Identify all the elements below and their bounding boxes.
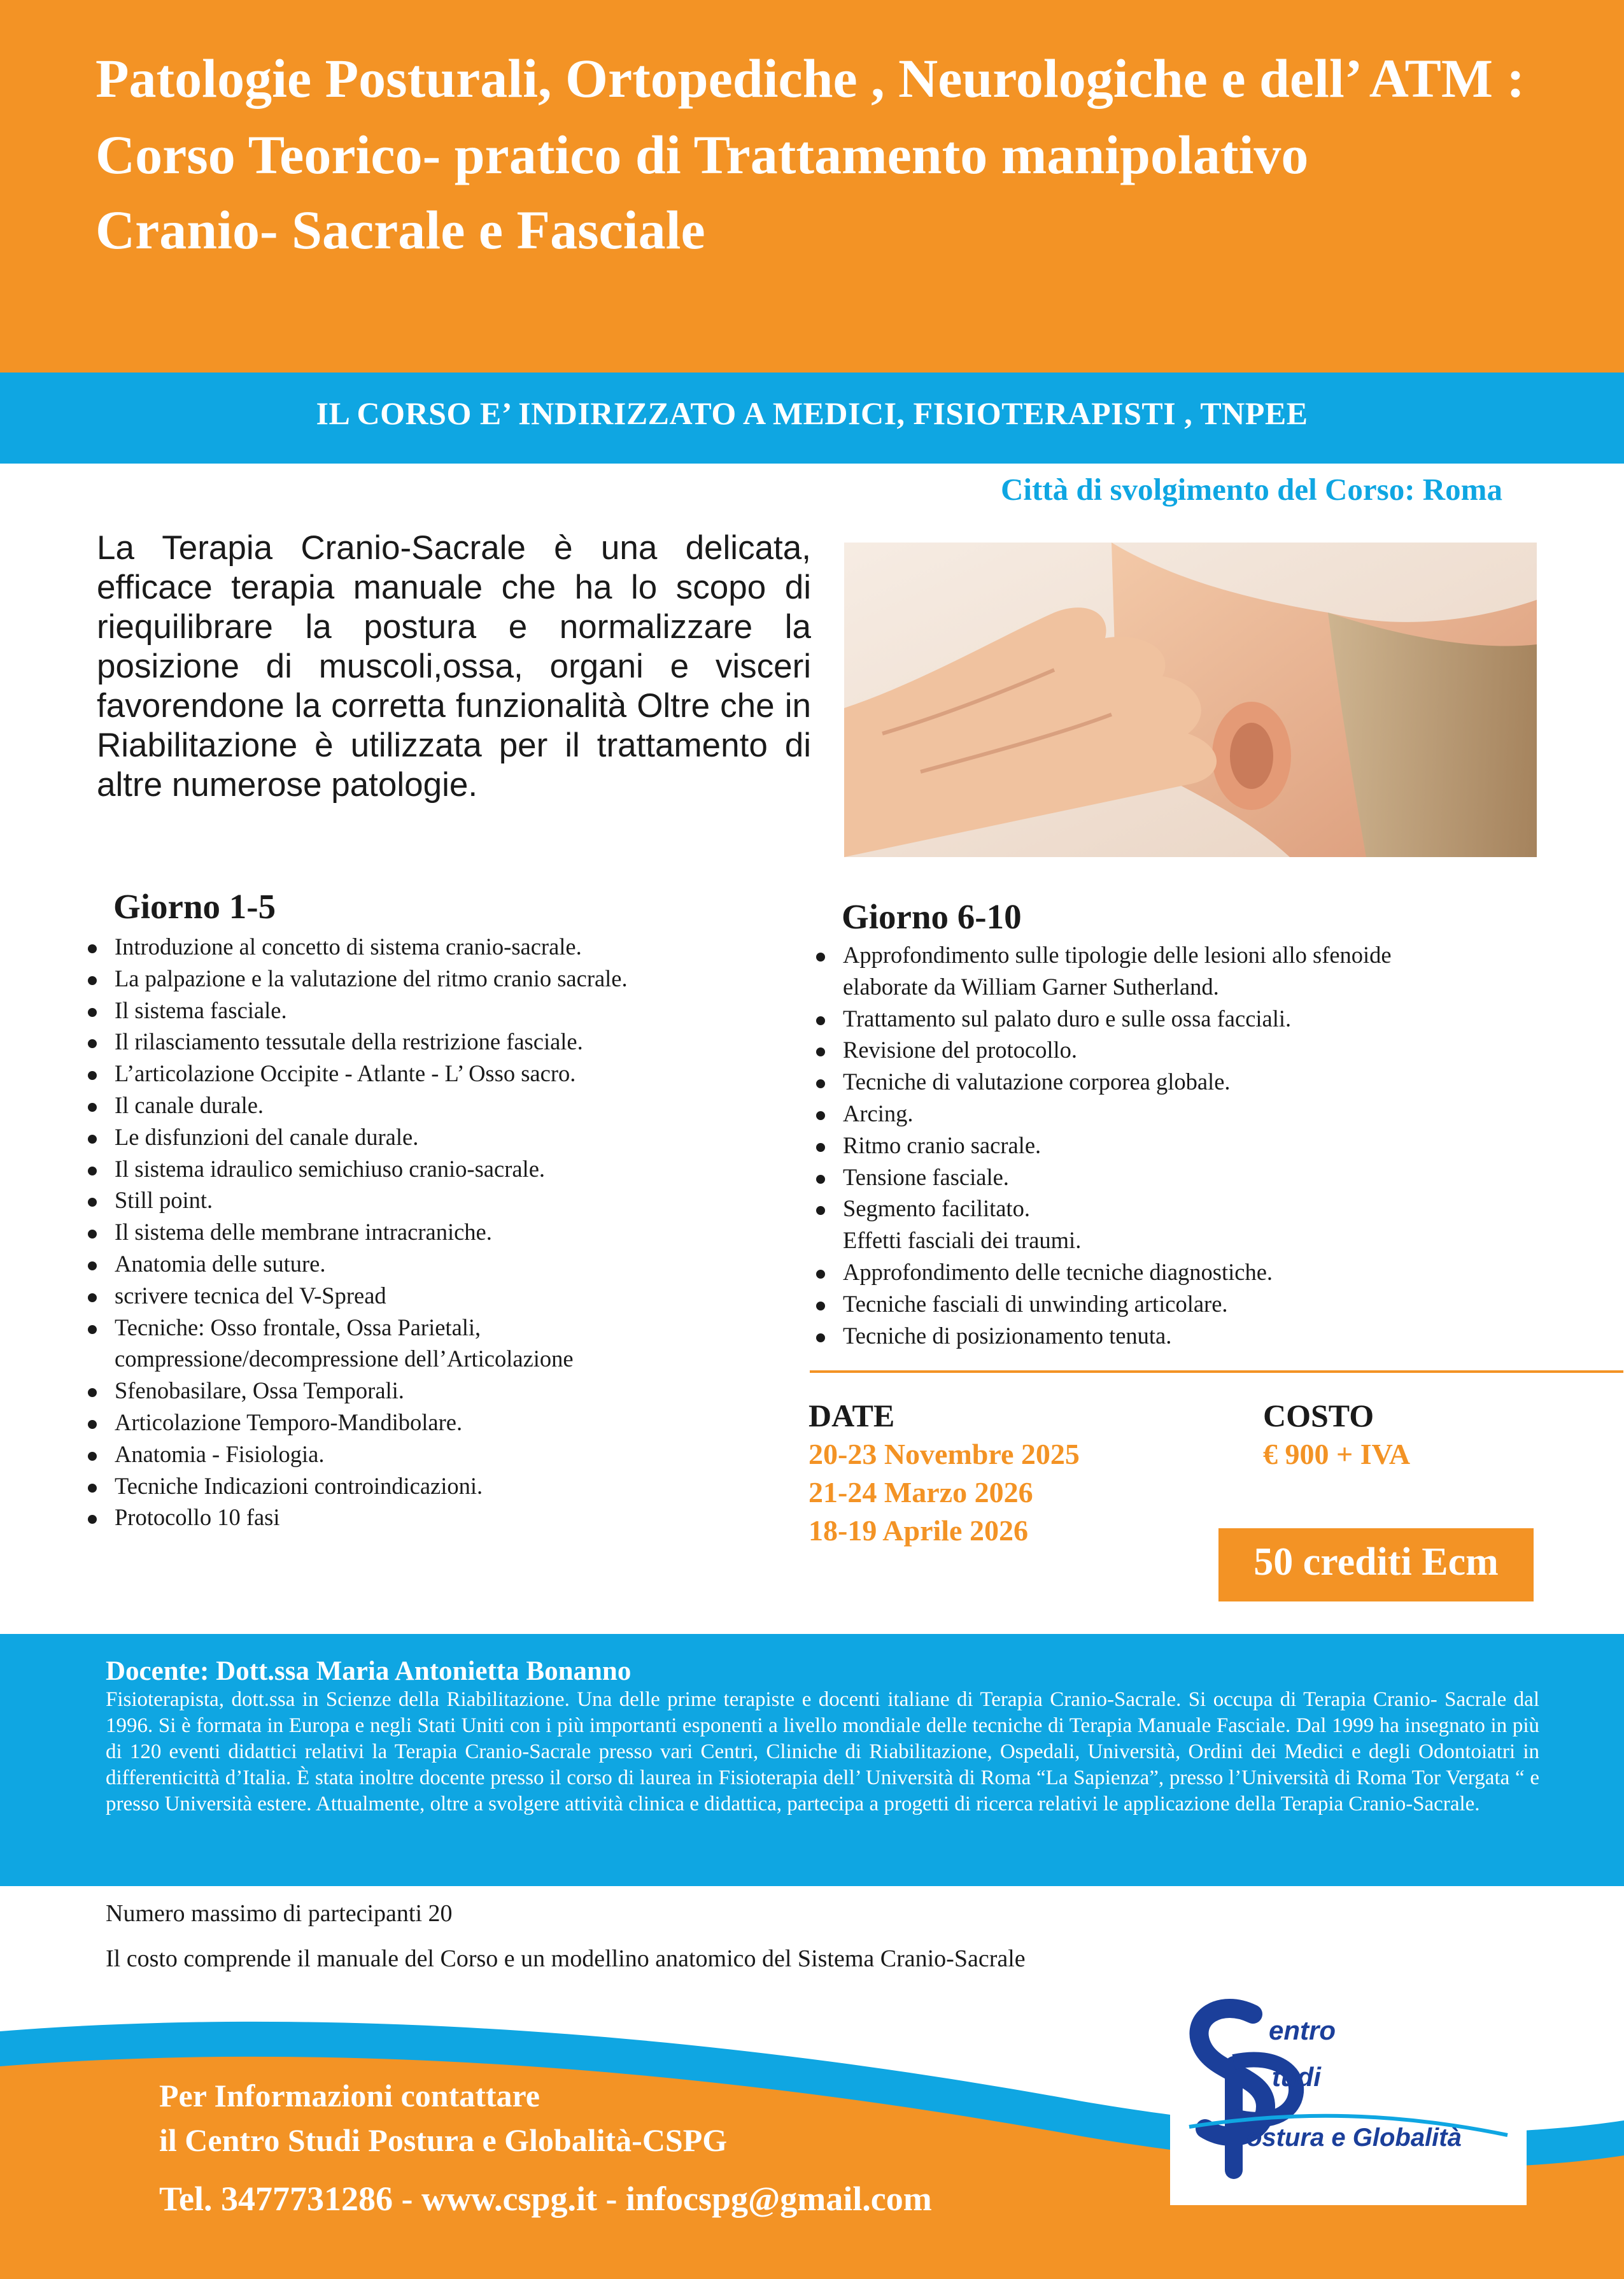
list-item: Articolazione Temporo-Mandibolare. bbox=[85, 1407, 628, 1438]
section-divider bbox=[810, 1370, 1623, 1373]
dates-list bbox=[808, 1435, 1080, 1550]
course-title-line-3: Cranio- Sacrale e Fasciale bbox=[95, 199, 705, 260]
contact-line-1: Per Informazioni contattare bbox=[159, 2078, 540, 2113]
dates-label: DATE bbox=[808, 1398, 895, 1433]
course-city: Città di svolgimento del Corso: Roma bbox=[1000, 472, 1502, 507]
list-item: Tecniche Indicazioni controindicazioni. bbox=[85, 1470, 628, 1502]
logo-word-3: ostura e Globalità bbox=[1246, 2124, 1462, 2152]
list-item: Approfondimento sulle tipologie delle lesioni allo sfenoide bbox=[814, 939, 1392, 971]
list-item: L’articolazione Occipite - Atlante - L’ Osso sacro. bbox=[85, 1058, 628, 1090]
list-item-continuation: compressione/decompressione dell’Articolazione bbox=[115, 1345, 574, 1372]
list-item: Sfenobasilare, Ossa Temporali. bbox=[85, 1375, 628, 1407]
teacher-bio: Fisioterapista, dott.ssa in Scienze della Riabilitazione. Una delle prime terapiste e docenti italiane di Terapia Cranio-Sacrale. Si occupa di Terapia Cranio- Sacrale dal 1996. Si è formata in Europa e negli Stati Uniti con i più importanti esponenti a livello mondiale delle tecniche di Terapia Manuale Fasciale. Dal 1999 ha insegnato in più di 120 eventi didattici relativi la Terapia Cranio-Sacrale presso vari Centri, Cliniche di Riabilitazione, Ospedali, Università, Ordini dei Medici e degli Odontoiatri in differenticittà d’Italia. È stata inoltre docente presso il corso di laurea in Fisioterapia dell’ Università di Roma “La Sapienza”, presso l’Università di Roma Tor Vergata “ e presso Università estere. Attualmente, oltre a svolgere attività clinica e didattica, partecipa a progetti di ricerca relativi le applicazione della Terapia Cranio-Sacrale. bbox=[106, 1688, 1539, 1815]
head-massage-photo bbox=[844, 543, 1537, 857]
course-title-line-2: Corso Teorico- pratico di Trattamento manipolativo bbox=[95, 124, 1309, 185]
list-item: La palpazione e la valutazione del ritmo cranio sacrale. bbox=[85, 963, 628, 995]
date-item: 18-19 Aprile 2026 bbox=[808, 1514, 1028, 1547]
cost-includes-note: Il costo comprende il manuale del Corso e un modellino anatomico del Sistema Cranio-Sacrale bbox=[106, 1945, 1026, 1972]
logo-word-2: tudi bbox=[1272, 2062, 1321, 2092]
list-item-continuation: elaborate da William Garner Sutherland. bbox=[843, 973, 1219, 1000]
intro-paragraph: La Terapia Cranio-Sacrale è una delicata, efficace terapia manuale che ha lo scopo di riequilibrare la postura e normalizzare la posizione di muscoli,ossa, organi e visceri favorendone la corretta funzionalità Oltre che in Riabilitazione è utilizzata per il trattamento di altre numerose patologie. bbox=[97, 529, 811, 804]
days-1-5-title: Giorno 1-5 bbox=[113, 887, 276, 926]
ecm-credits-text: 50 crediti Ecm bbox=[1253, 1540, 1499, 1584]
list-item: Tecniche fasciali di unwinding articolare. bbox=[814, 1288, 1392, 1320]
date-item: 21-24 Marzo 2026 bbox=[808, 1476, 1033, 1509]
days-6-10-title: Giorno 6-10 bbox=[842, 897, 1022, 936]
cost-value: € 900 + IVA bbox=[1263, 1438, 1411, 1470]
logo-word-1: entro bbox=[1269, 2015, 1336, 2045]
list-item: Il rilasciamento tessutale della restrizione fasciale. bbox=[85, 1026, 628, 1058]
list-item: Still point. bbox=[85, 1184, 628, 1216]
list-item: Anatomia - Fisiologia. bbox=[85, 1438, 628, 1470]
list-item: Il sistema fasciale. bbox=[85, 995, 628, 1026]
list-item: Tecniche: Osso frontale, Ossa Parietali, bbox=[85, 1312, 628, 1344]
list-item: Revisione del protocollo. bbox=[814, 1034, 1392, 1066]
cost-label: COSTO bbox=[1263, 1398, 1374, 1433]
list-item: Il sistema idraulico semichiuso cranio-sacrale. bbox=[85, 1153, 628, 1185]
list-item: Approfondimento delle tecniche diagnostiche. bbox=[814, 1256, 1392, 1288]
list-item: Tensione fasciale. bbox=[814, 1161, 1392, 1193]
list-item: Tecniche di valutazione corporea globale. bbox=[814, 1066, 1392, 1098]
list-item: Il canale durale. bbox=[85, 1090, 628, 1121]
days-6-10-list bbox=[814, 939, 1392, 1351]
list-item: Arcing. bbox=[814, 1098, 1392, 1130]
list-item: Trattamento sul palato duro e sulle ossa facciali. bbox=[814, 1003, 1392, 1035]
contact-line-3[interactable]: Tel. 3477731286 - www.cspg.it - infocspg@gmail.com bbox=[159, 2180, 932, 2218]
audience-text: IL CORSO E’ INDIRIZZATO A MEDICI, FISIOTERAPISTI , TNPEE bbox=[316, 395, 1308, 431]
teacher-name: Docente: Dott.ssa Maria Antonietta Bonanno bbox=[106, 1656, 632, 1686]
list-item: Protocollo 10 fasi bbox=[85, 1502, 628, 1533]
list-item: scrivere tecnica del V-Spread bbox=[85, 1280, 628, 1312]
list-item: Introduzione al concetto di sistema cranio-sacrale. bbox=[85, 931, 628, 963]
cspg-logo bbox=[1170, 1979, 1527, 2205]
days-1-5-list bbox=[85, 931, 628, 1533]
list-item: Segmento facilitato. bbox=[814, 1193, 1392, 1225]
list-item: Il sistema delle membrane intracraniche. bbox=[85, 1216, 628, 1248]
list-item: Ritmo cranio sacrale. bbox=[814, 1130, 1392, 1161]
list-item: Tecniche di posizionamento tenuta. bbox=[814, 1320, 1392, 1352]
list-item-continuation: Effetti fasciali dei traumi. bbox=[843, 1227, 1082, 1254]
max-participants-note: Numero massimo di partecipanti 20 bbox=[106, 1900, 453, 1927]
date-item: 20-23 Novembre 2025 bbox=[808, 1438, 1080, 1470]
list-item: Anatomia delle suture. bbox=[85, 1248, 628, 1280]
contact-line-2: il Centro Studi Postura e Globalità-CSPG bbox=[159, 2122, 728, 2158]
list-item: Le disfunzioni del canale durale. bbox=[85, 1121, 628, 1153]
course-title-line-1: Patologie Posturali, Ortopediche , Neurologiche e dell’ ATM : bbox=[95, 48, 1525, 109]
